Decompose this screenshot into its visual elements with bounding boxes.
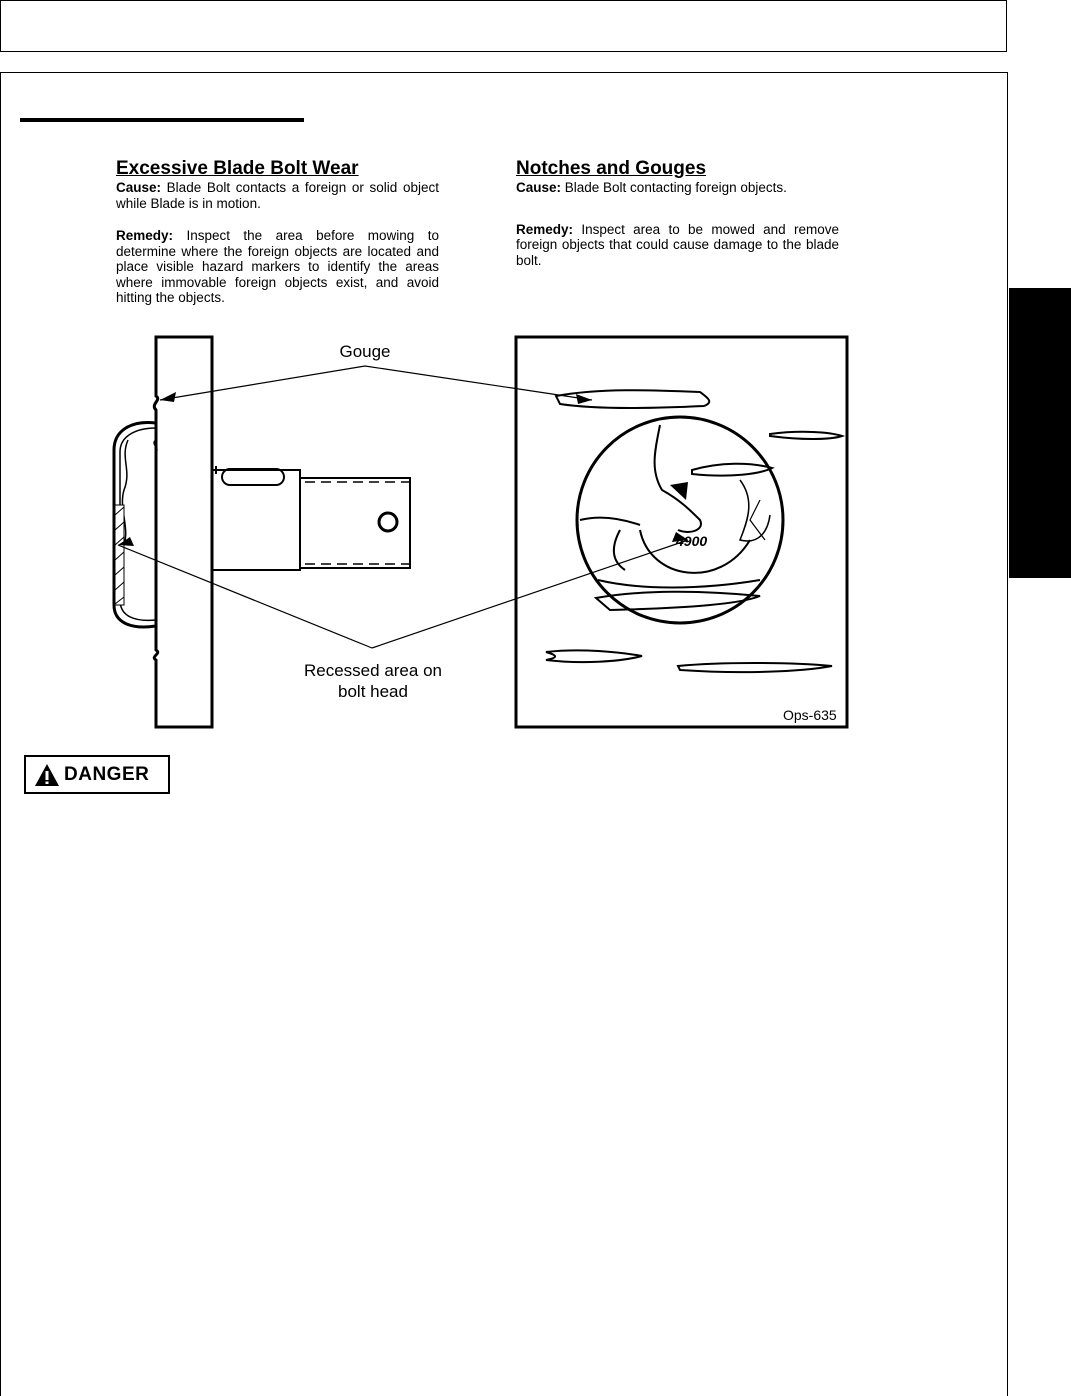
- remedy-label: Remedy:: [116, 228, 174, 243]
- remedy-text: Inspect area to be mowed and remove foreign objects that could cause damage to the blade bolt.: [516, 221, 839, 268]
- remedy-label: Remedy:: [516, 221, 574, 237]
- cause-label: Cause:: [116, 180, 162, 195]
- danger-label: DANGER: [64, 763, 150, 785]
- figure-id: Ops-635: [783, 707, 837, 723]
- danger-badge: [24, 755, 170, 794]
- blade-bolt-wear-title: Excessive Blade Bolt Wear: [116, 158, 359, 179]
- recessed-label-line2: bolt head: [338, 682, 408, 701]
- warning-triangle-icon: [34, 763, 60, 787]
- recessed-leader: [118, 540, 688, 648]
- cause-label: Cause:: [516, 180, 562, 195]
- bolt-thread-section: [300, 478, 410, 568]
- cause-text: Blade Bolt contacts a foreign or solid object while Blade is in motion.: [116, 180, 439, 211]
- cause-text: Blade Bolt contacting foreign objects.: [561, 180, 787, 195]
- notches-gouges-title: Notches and Gouges: [516, 158, 707, 179]
- recessed-hatch: [115, 505, 124, 605]
- gouge-leader: [160, 366, 592, 400]
- bolt-keyway: [222, 469, 284, 485]
- cotter-pin-hole: [379, 513, 397, 531]
- remedy-text: Inspect the area before mowing to determine where the foreign objects are located and place visible hazard markers to identify the areas where immovable foreign objects exist, and avoid hitting the objects.: [116, 228, 439, 305]
- recessed-label-line1: Recessed area on: [304, 661, 442, 680]
- gouge-label: Gouge: [339, 342, 391, 361]
- blade-side-plate: [154, 337, 212, 727]
- bolt-marking-text: 4900: [676, 533, 708, 549]
